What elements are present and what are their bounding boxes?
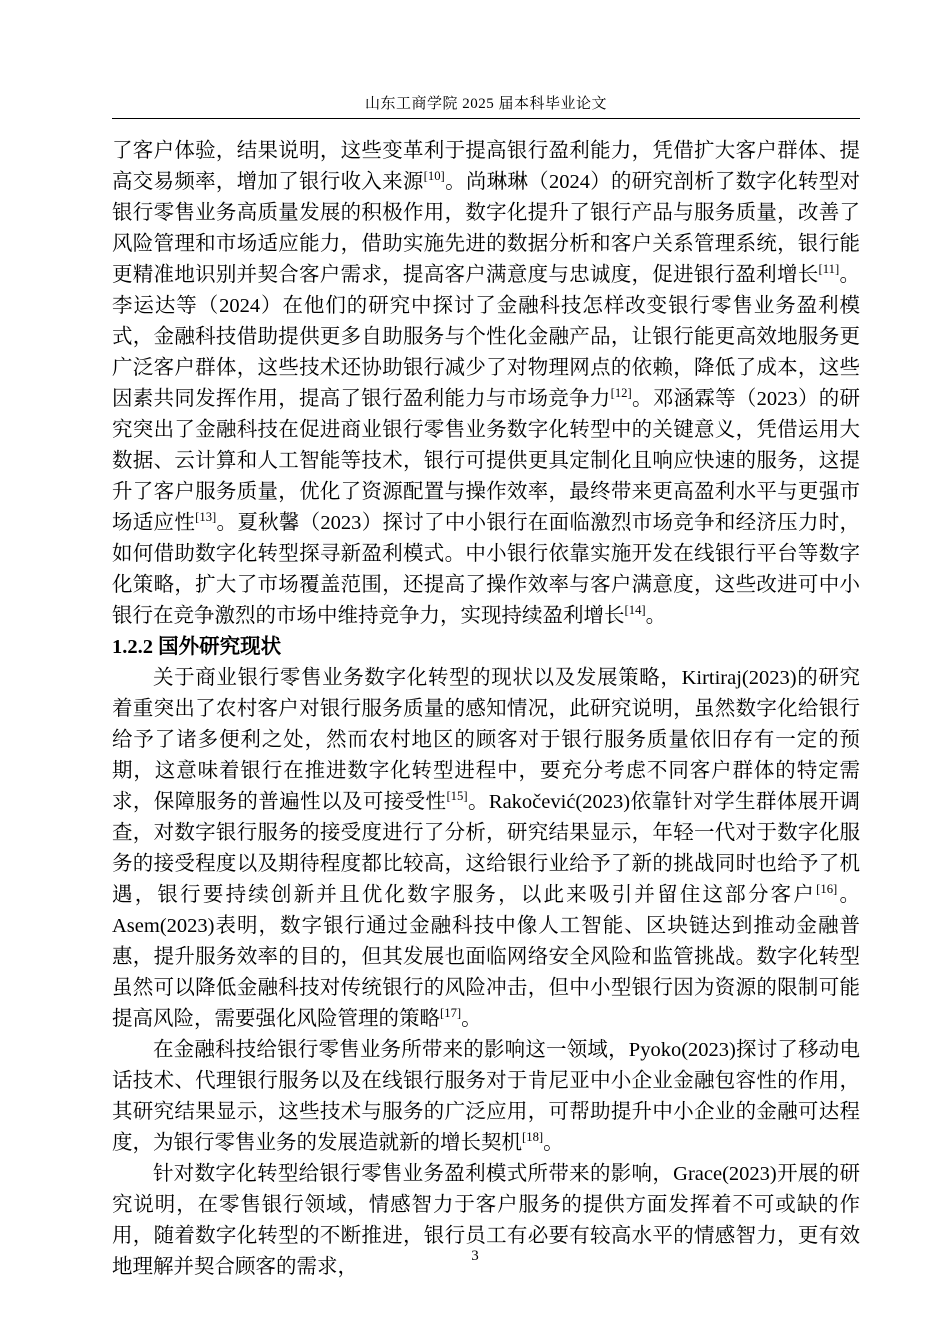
- page-number: 3: [471, 1248, 479, 1264]
- body-paragraph: 针对数字化转型给银行零售业务盈利模式所带来的影响，Grace(2023)开展的研究说明，在零售银行领域，情感智力于客户服务的提供方面发挥着不可或缺的作用，随着数字化转型的不断推进，银行员工有必要有较高水平的情感智力，更有效地理解并契合顾客的需求，: [112, 1163, 860, 1278]
- citation-ref: [18]: [522, 1130, 544, 1145]
- citation-ref: [11]: [818, 262, 840, 277]
- citation-ref: [15]: [446, 789, 468, 804]
- citation-ref: [14]: [624, 603, 646, 618]
- document-body: [112, 136, 860, 1283]
- body-paragraph: 了客户体验，结果说明，这些变革利于提高银行盈利能力，凭借扩大客户群体、提高交易频率，增加了银行收入来源[10]。尚琳琳（2024）的研究剖析了数字化转型对银行零售业务高质量发展的积极作用，数字化提升了银行产品与服务质量，改善了风险管理和市场适应能力，借助实施先进的数据分析和客户关系管理系统，银行能更精准地识别并契合客户需求，提高客户满意度与忠诚度，促进银行盈利增长[11]。李运达等（2024）在他们的研究中探讨了金融科技怎样改变银行零售业务盈利模式，金融科技借助提供更多自助服务与个性化金融产品，让银行能更高效地服务更广泛客户群体，这些技术还协助银行减少了对物理网点的依赖，降低了成本，这些因素共同发挥作用，提高了银行盈利能力与市场竞争力[12]。邓涵霖等（2023）的研究突出了金融科技在促进商业银行零售业务数字化转型中的关键意义，凭借运用大数据、云计算和人工智能等技术，银行可提供更具定制化且响应快速的服务，这提升了客户服务质量，优化了资源配置与操作效率，最终带来更高盈利水平与更强市场适应性[13]。夏秋馨（2023）探讨了中小银行在面临激烈市场竞争和经济压力时，如何借助数字化转型探寻新盈利模式。中小银行依靠实施开发在线银行平台等数字化策略，扩大了市场覆盖范围，还提高了操作效率与客户满意度，这些改进可中小银行在竞争激烈的市场中维持竞争力，实现持续盈利增长[14]。: [112, 140, 861, 627]
- body-paragraph: 在金融科技给银行零售业务所带来的影响这一领域，Pyoko(2023)探讨了移动电话技术、代理银行服务以及在线银行服务对于肯尼亚中小企业金融包容性的作用，其研究结果显示，这些技术与服务的广泛应用，可帮助提升中小企业的金融可达程度，为银行零售业务的发展造就新的增长契机[18]。: [112, 1039, 860, 1154]
- citation-ref: [16]: [816, 882, 838, 897]
- citation-ref: [17]: [440, 1006, 462, 1021]
- header-divider: [112, 118, 860, 119]
- header-title: 山东工商学院 2025 届本科毕业论文: [364, 96, 607, 112]
- page-header: [112, 95, 860, 119]
- citation-ref: [12]: [610, 386, 632, 401]
- section-heading: 1.2.2 国外研究现状: [112, 636, 282, 658]
- page-footer: [0, 1247, 950, 1266]
- citation-ref: [13]: [195, 510, 217, 525]
- citation-ref: [10]: [423, 169, 445, 184]
- body-paragraph: 关于商业银行零售业务数字化转型的现状以及发展策略，Kirtiraj(2023)的研究着重突出了农村客户对银行服务质量的感知情况，此研究说明，虽然数字化给银行给予了诸多便利之处，然而农村地区的顾客对于银行服务质量依旧存有一定的预期，这意味着银行在推进数字化转型进程中，要充分考虑不同客户群体的特定需求，保障服务的普遍性以及可接受性[15]。Rakočević(2023)依靠针对学生群体展开调查，对数字银行服务的接受度进行了分析，研究结果显示，年轻一代对于数字化服务的接受程度以及期待程度都比较高，这给银行业给予了新的挑战同时也给予了机遇，银行要持续创新并且优化数字服务，以此来吸引并留住这部分客户[16]。Asem(2023)表明，数字银行通过金融科技中像人工智能、区块链达到推动金融普惠，提升服务效率的目的，但其发展也面临网络安全风险和监管挑战。数字化转型虽然可以降低金融科技对传统银行的风险冲击，但中小型银行因为资源的限制可能提高风险，需要强化风险管理的策略[17]。: [112, 667, 861, 1030]
